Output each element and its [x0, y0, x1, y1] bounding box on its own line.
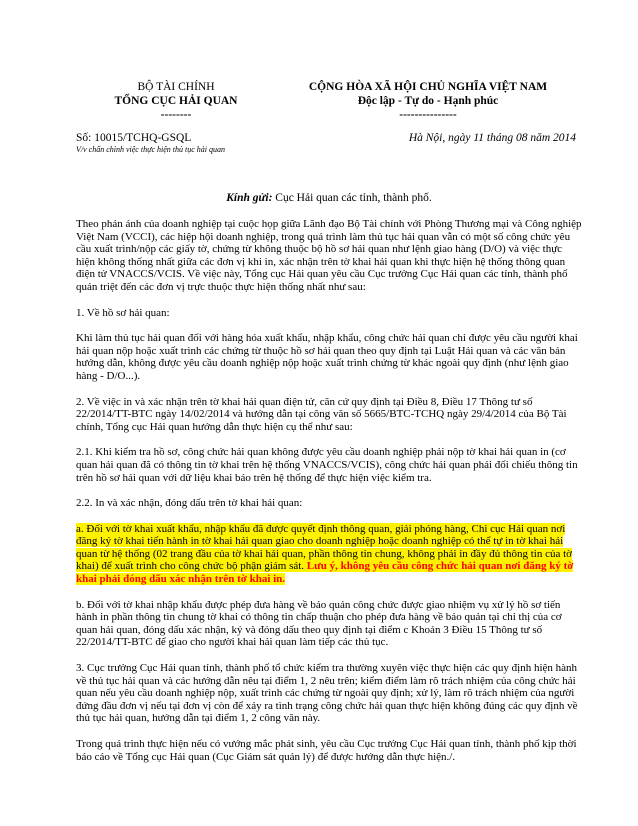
letter-header — [76, 80, 582, 122]
highlighted-text: a. Đối với tờ khai xuất khẩu, nhập khẩu đã được quyết định thông quan, giải phóng hàng, Chi cục Hải quan nơi đăng ký tờ khai tiến hành in tờ khai hải quan giao cho doanh nghiệp hoặc doanh nghiệp có thể tự in tờ khai hải quan từ hệ thống (02 trang đầu của tờ khai hải quan, phần thông tin chung, không phải in đầy đủ thông tin của tờ khai) để xuất trình cho công chức bộ phận giám sát. — [76, 522, 572, 573]
document-number: Số: 10015/TCHQ-GSQL — [76, 132, 192, 144]
national-motto: Độc lập - Tự do - Hạnh phúc — [357, 95, 499, 107]
ministry-name: BỘ TÀI CHÍNH — [137, 81, 215, 93]
emphasis-note: Lưu ý, không yêu cầu công chức hải quan nơi đăng ký tờ khai phải đóng dấu xác nhận trên tờ khai in. — [76, 560, 574, 586]
section-2-2-a-paragraph — [76, 523, 582, 586]
header-divider-right: --------------- — [399, 109, 457, 121]
closing-paragraph: Trong quá trình thực hiện nếu có vướng mắc phát sinh, yêu cầu Cục trưởng Cục Hải quan tỉnh, thành phố kịp thời báo cáo về Tổng cục Hải quan (Cục Giám sát quản lý) để được hướng dẫn thực hiện./. — [76, 738, 577, 763]
document-meta — [76, 132, 582, 144]
recipient-label: Kính gửi: — [226, 192, 273, 204]
section-1-paragraph: Khi làm thủ tục hải quan đối với hàng hóa xuất khẩu, nhập khẩu, công chức hải quan chỉ được yêu cầu người khai hải quan nộp hoặc xuất trình các chứng từ thuộc hồ sơ hải quan theo quy định tại Luật Hải quan và các văn bản hướng dẫn, không được yêu cầu doanh nghiệp nộp hoặc xuất trình chứng từ khác ngoài quy định (như lệnh giao hàng - D/O...). — [76, 332, 578, 382]
document-date: Hà Nội, ngày 11 tháng 08 năm 2014 — [408, 132, 576, 144]
section-2-1-paragraph: 2.1. Khi kiểm tra hồ sơ, công chức hải quan không được yêu cầu doanh nghiệp phải nộp tờ khai hải quan in (cơ quan hải quan đã có thông tin tờ khai trên hệ thống VNACCS/VCIS), công chức hải quan phải đối chiếu thông tin trên hồ sơ hải quan với dữ liệu khai báo trên hệ thống để thực hiện việc kiểm tra. — [76, 446, 578, 484]
national-title-block — [298, 80, 558, 122]
issuer-block — [76, 80, 276, 122]
section-3-paragraph: 3. Cục trưởng Cục Hải quan tỉnh, thành phố tổ chức kiểm tra thường xuyên việc thực hiện các quy định hiện hành về thủ tục hải quan và các hướng dẫn nêu tại điểm 1, 2 nêu trên; kiểm điểm làm rõ trách nhiệm của công chức hải quan nếu yêu cầu doanh nghiệp nộp, xuất trình các chứng từ ngoài quy định; xử lý, làm rõ trách nhiệm của người đứng đầu đơn vị nếu tại đơn vị còn để xảy ra tình trạng công chức hải quan thực hiện không đúng các quy định về thủ tục hải quan, hướng dẫn tại điểm 1, 2 công văn này. — [76, 662, 578, 725]
section-2-2-title: 2.2. In và xác nhận, đóng dấu trên tờ khai hải quan: — [76, 497, 303, 510]
document-subject: V/v chấn chỉnh việc thực hiện thủ tục hải quan — [76, 145, 225, 154]
section-2-paragraph: 2. Về việc in và xác nhận trên tờ khai hải quan điện tử, căn cứ quy định tại Điều 8, Điều 17 Thông tư số 22/2014/TT-BTC ngày 14/02/2014 và hướng dẫn tại công văn số 5665/BTC-TCHQ ngày 29/4/2014 của Bộ Tài chính, Tổng cục Hải quan hướng dẫn thực hiện cụ thể như sau: — [76, 395, 567, 433]
header-divider-left: -------- — [160, 109, 192, 121]
intro-paragraph: Theo phản ánh của doanh nghiệp tại cuộc họp giữa Lãnh đạo Bộ Tài chính với Phòng Thương mại và Công nghiệp Việt Nam (VCCI), các hiệp hội doanh nghiệp, trong quá trình làm thủ tục hải quan vẫn có một số công chức yêu cầu xuất trình/nộp các giấy tờ, chứng từ không thuộc bộ hồ sơ hải quan như lệnh giao hàng (D/O) và việc thực hiện không thống nhất giữa các đơn vị khi in, xác nhận trên tờ khai hải quan khi thực hiện hệ thống thông quan điện tử VNACCS/VCIS. Về việc này, Tổng cục Hải quan yêu cầu Cục trưởng Cục Hải quan các tỉnh, thành phố quán triệt đến các đơn vị trực thuộc thực hiện thống nhất như sau: — [76, 218, 582, 293]
country-name: CỘNG HÒA XÃ HỘI CHỦ NGHĨA VIỆT NAM — [308, 81, 548, 93]
department-name: TỔNG CỤC HẢI QUAN — [114, 95, 238, 107]
section-1-title: 1. Về hồ sơ hải quan: — [76, 306, 170, 319]
section-2-2-b-paragraph: b. Đối với tờ khai nhập khẩu được phép đưa hàng về bảo quản công chức được giao nhiệm vụ xử lý hồ sơ tiến hành in phần thông tin chung tờ khai có thông tin chấp thuận cho phép đưa hàng về bảo quản tại chỉ thị của cơ quan hải quan, đóng dấu xác nhận, ký và đóng dấu theo quy định tại điểm c Khoản 3 Điều 15 Thông tư số 22/2014/TT-BTC để giao cho người khai hải quan làm tiếp các thủ tục. — [76, 598, 562, 649]
recipient-line — [76, 192, 582, 204]
recipient-text: Cục Hải quan các tỉnh, thành phố. — [272, 192, 432, 204]
